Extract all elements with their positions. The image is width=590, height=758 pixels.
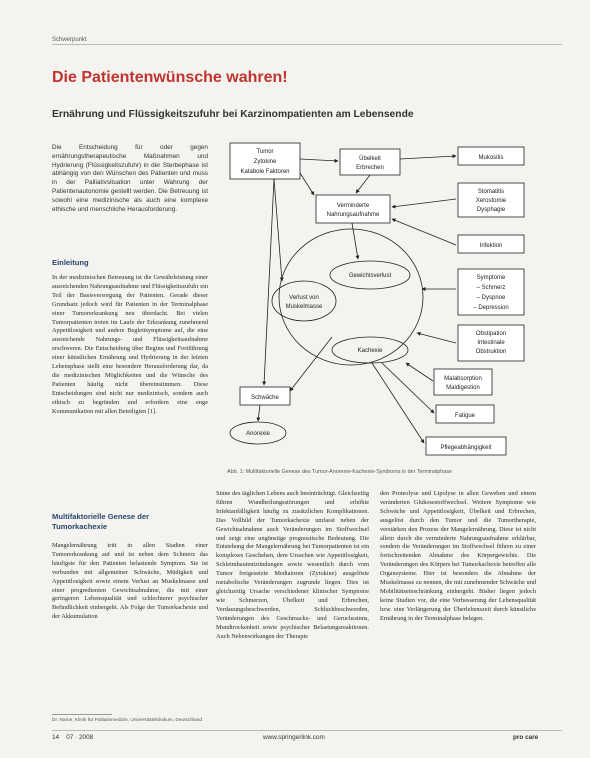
box-malabsorption [434, 369, 492, 395]
page-number: 14 [52, 734, 60, 741]
article-subtitle: Ernährung und Flüssigkeitszufuhr bei Karzinompatienten am Lebensende [52, 109, 414, 120]
nausea-line-1: Übelkeit [359, 156, 381, 162]
malabsorption-line-2: Maldigestion [446, 385, 480, 391]
footer-page-issue [52, 734, 93, 741]
dysphagia-line-1: Stomatitis [477, 189, 505, 195]
heading-genesis-1: Multifaktorielle Genese der [52, 512, 150, 521]
tumor-line-3: Katabole Faktoren [240, 169, 290, 175]
symptoms-line-2: – Schmerz [476, 285, 506, 291]
footer-site[interactable]: www.springerlink.com [263, 734, 325, 741]
column-two [216, 490, 369, 641]
anorexia-line: Anorexie [246, 431, 270, 437]
top-rule [52, 44, 562, 45]
obstipation-line-1: Obstipation [475, 331, 507, 337]
section-label: Schwerpunkt [52, 37, 87, 43]
infection-line: Infektion [479, 243, 503, 249]
column-two-text: Sinne des täglichen Lebens auch beeinträchtigt. Gleichzeitig führen Wundheilungsstörungen und erhöhte Infektanfälligkeit häufig zu zusätzlichen Komplikationen. Das Vollbild der Tumorkachexie umfasst neben der Gewichtsabnahme auch Veränderungen im Stoffwechsel und zeigt eine ungünstige prognostische Bedeutung. Die Entstehung der Mangelernährung bei Tumorpatienten ist ein komplexes Geschehen, dem Ursachen wie Appetitlosigkeit, Schleimhautentzündungen sowie wesentlich durch vom Tumor freigesetzte Mediatoren (Zytokine) ausgelöste metabolische Veränderungen zugrunde liegen. Dies ist gleichzeitig Ursache verschiedener klinischer Symptome wie Schmerzen, Übelkeit und Erbrechen, Verdauungsbeschwerden, Schluckbeschwerden, Veränderungen des Geschmacks- und Geruchssinns, Mundtrockenheit sowie psychischer Belastungsreaktionen. Auch Nebenwirkungen der Therapie [216, 490, 369, 640]
footnote-rule [52, 714, 112, 715]
genesis-text: Mangelernährung tritt in allen Stadien einer Tumorerkrankung auf und ist neben dem Schmerz das häufigste für den Patienten belastende Symptom. Sie ist verbunden mit allgemeiner Schwäche, Müdigkeit und Appetitlosigkeit sowie einem Verlust an Muskelmasse und einer progredienten Gewichtsabnahme, die mit einer geringeren Lebensqualität und schlechterer psychischer Befindlichkeit einhergeht. Als Folge der Tumorkachexie und der Akkumulation [52, 542, 208, 621]
intro-text: In der medizinischen Betreuung ist die Gewährleistung einer ausreichenden Nahrungsaufnahme und Flüssigkeitszufuhr ein Teil der Basisversorgung der Patienten. Gerade dieser Grundsatz jedoch wird für Patienten in der Terminalphase einer Tumorerkrankung neu überdacht. Bei vielen Tumorpatienten treten im Laufe der Erkrankung zunehmend Appetitlosigkeit und andere Begleitsymptome auf, die eine ausreichende Nahrungs- und Flüssigkeitsaufnahme erschweren. Die Entscheidung über Beginn und Fortführung einer künstlichen Ernährung und Hydrierung in der letzten Lebensphase stellt eine besondere Herausforderung dar, da die medizinischen Möglichkeiten und die Wünsche des Patienten häufig nicht übereinstimmen. Diese Entscheidungen sind nicht nur medizinisch, sondern auch ethisch zu begründen und erfordern eine enge Kommunikation mit allen Beteiligten [1]. [52, 274, 208, 415]
lead-text: Die Entscheidung für oder gegen ernährungstherapeutische Maßnahmen und Hydrierung (Flüssigkeitszufuhr) in der Sterbephase ist abhängig von den Wünschen des Patienten und muss in der Palliativsituation unter Wahrung der Patientenautonomie gestellt werden. Die Betreuung ist sowohl eine medizinische als auch eine komplexe ethische und menschliche Herausforderung. [52, 144, 208, 213]
dysphagia-line-2: Xerostomie [475, 198, 507, 204]
diagram-svg [212, 137, 542, 475]
lead-paragraph [52, 144, 208, 214]
dysphagia-line-3: Dysphagie [476, 207, 506, 213]
obstipation-line-3: Obstruktion [475, 349, 507, 355]
fatigue-line: Fatigue [454, 413, 476, 419]
symptoms-line-3: – Dyspnoe [476, 295, 506, 301]
intake-line-2: Nahrungsaufnahme [326, 212, 380, 218]
heading-genesis-2: Tumorkachexie [52, 522, 108, 531]
symptoms-line-4: – Depression [473, 305, 509, 311]
malabsorption-line-1: Malabsorption [444, 376, 482, 382]
footer-journal: pro care [513, 734, 539, 741]
bottom-rule [52, 730, 562, 731]
fat-line-2: Muskelmasse [285, 304, 323, 310]
fat-line-1: Verlust von [289, 295, 319, 301]
weakness-line: Schwäche [251, 395, 279, 401]
footnote: Dr. Name, Klinik für Palliativmedizin, Universitätsklinikum, Deutschland [52, 718, 203, 723]
tumor-line-1: Tumor [256, 149, 274, 155]
box-intake [316, 195, 390, 223]
figure-diagram [212, 137, 542, 475]
article-title: Die Patientenwünsche wahren! [52, 69, 288, 86]
column-three-text: den Proteolyse und Lipolyse in allen Geweben und einem veränderten Glukosestoffwechsel. Weitere Symptome wie Schwäche und Appetitlosigkeit, Übelkeit und Erbrechen, ausgelöst durch den Tumor und die Tumortherapie, verstärken den Prozess der Mangelernährung. Diese ist nicht allein durch die verminderte Nahrungsaufnahme erklärbar, sondern die Veränderungen im Stoffwechsel führen zu einer fortschreitenden Abnahme des Körpergewichts. Die Veränderungen des Körpers bei Tumorkachexie betreffen alle Organsysteme. Hier ist besonders die Abnahme der Muskelmasse zu nennen, die mit zunehmender Schwäche und Mobilitätseinschränkung einhergeht. Bisher liegen jedoch keine Studien vor, die eine Verbesserung der Lebensqualität bzw. eine Verlängerung der Überlebenszeit durch künstliche Ernährung in der Terminalphase belegen. [380, 490, 536, 622]
column-three [380, 490, 536, 624]
care-line: Pflegeabhängigkeit [440, 445, 492, 451]
weight-loss-label: Gewichtsverlust [348, 273, 392, 279]
symptoms-line-1: Symptome [476, 275, 506, 281]
obstipation-line-2: Intestinale [477, 340, 505, 346]
mucositis-line: Mukositis [478, 155, 504, 161]
intro-body [52, 274, 208, 417]
issue: 07 · 2008 [66, 734, 94, 741]
intake-line-1: Verminderte [336, 203, 370, 209]
nausea-line-2: Erbrechen [356, 165, 384, 171]
figure-caption: Abb. 1: Multifaktorielle Genese des Tumor-Anorexie-Kachexie-Syndroms in der Terminalphase [227, 469, 452, 475]
ellipse-fat [272, 281, 336, 321]
box-nausea [340, 149, 400, 175]
heading-intro: Einleitung [52, 258, 89, 267]
cachexia-label: Kachexie [357, 348, 383, 354]
genesis-body [52, 542, 208, 622]
tumor-line-2: Zytokine [253, 159, 277, 165]
